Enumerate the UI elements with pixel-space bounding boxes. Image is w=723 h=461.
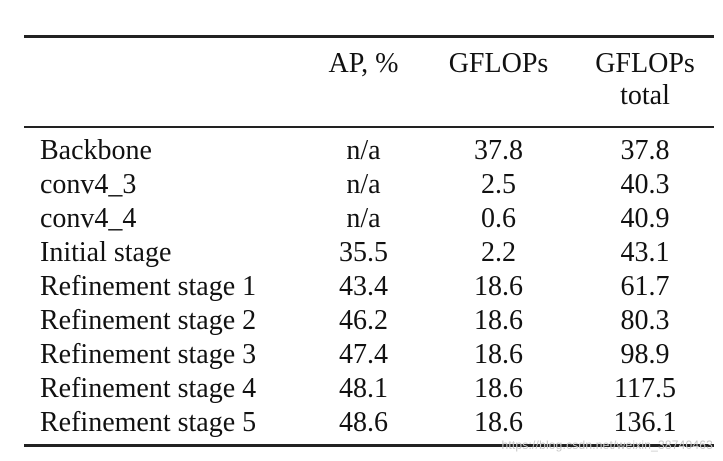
gflops-total-cell: 117.5 <box>614 373 676 404</box>
gflops-cell: 18.6 <box>474 339 523 370</box>
gflops-cell: 2.5 <box>481 169 516 200</box>
row-label: Backbone <box>40 135 152 166</box>
gflops-total-cell: 61.7 <box>620 271 670 302</box>
table-row <box>24 202 714 236</box>
table-row <box>24 128 714 168</box>
table <box>24 38 714 126</box>
header-cell-name <box>24 38 306 80</box>
table-header <box>24 38 714 126</box>
table-row <box>24 270 714 304</box>
header-row-2 <box>24 80 714 126</box>
table-row <box>24 372 714 406</box>
gflops-total-cell: 43.1 <box>620 237 670 268</box>
gflops-cell: 2.2 <box>481 237 516 268</box>
header-cell-gflops-total-2: total <box>620 80 670 111</box>
ap-cell: n/a <box>346 203 381 234</box>
ap-cell: n/a <box>346 169 381 200</box>
ap-cell: 35.5 <box>339 237 388 268</box>
gflops-total-cell: 80.3 <box>620 305 670 336</box>
row-label: Refinement stage 4 <box>40 373 257 404</box>
ap-cell: 48.1 <box>339 373 388 404</box>
ap-cell: 48.6 <box>339 407 388 438</box>
gflops-cell: 37.8 <box>474 135 523 166</box>
header-cell-ap-2 <box>306 80 421 126</box>
results-table <box>24 35 714 447</box>
ap-cell: 46.2 <box>339 305 388 336</box>
gflops-cell: 18.6 <box>474 271 523 302</box>
gflops-cell: 18.6 <box>474 407 523 438</box>
header-row <box>24 38 714 80</box>
table-row <box>24 236 714 270</box>
row-label: Refinement stage 3 <box>40 339 257 370</box>
gflops-total-cell: 40.9 <box>620 203 670 234</box>
table-row <box>24 338 714 372</box>
gflops-total-cell: 98.9 <box>620 339 670 370</box>
row-label: conv4_3 <box>40 169 137 200</box>
header-cell-gflops-2 <box>421 80 576 126</box>
header-cell-gflops: GFLOPs <box>448 48 549 79</box>
row-label: conv4_4 <box>40 203 137 234</box>
header-cell-name-2 <box>24 80 306 126</box>
table-body <box>24 128 714 444</box>
row-label: Refinement stage 2 <box>40 305 257 336</box>
header-cell-gflops-total: GFLOPs <box>595 48 695 79</box>
gflops-cell: 18.6 <box>474 305 523 336</box>
gflops-cell: 18.6 <box>474 373 523 404</box>
ap-cell: 43.4 <box>339 271 388 302</box>
ap-cell: n/a <box>346 135 381 166</box>
table-row <box>24 168 714 202</box>
watermark-text: https://blog.csdn.net/weixin_38740463 <box>501 438 713 452</box>
table-row <box>24 304 714 338</box>
row-label: Refinement stage 5 <box>40 407 257 438</box>
ap-cell: 47.4 <box>339 339 388 370</box>
row-label: Initial stage <box>40 237 172 268</box>
gflops-total-cell: 40.3 <box>620 169 670 200</box>
header-cell-ap: AP, % <box>328 48 399 79</box>
row-label: Refinement stage 1 <box>40 271 257 302</box>
gflops-cell: 0.6 <box>481 203 516 234</box>
gflops-total-cell: 37.8 <box>620 135 670 166</box>
gflops-total-cell: 136.1 <box>613 407 677 438</box>
